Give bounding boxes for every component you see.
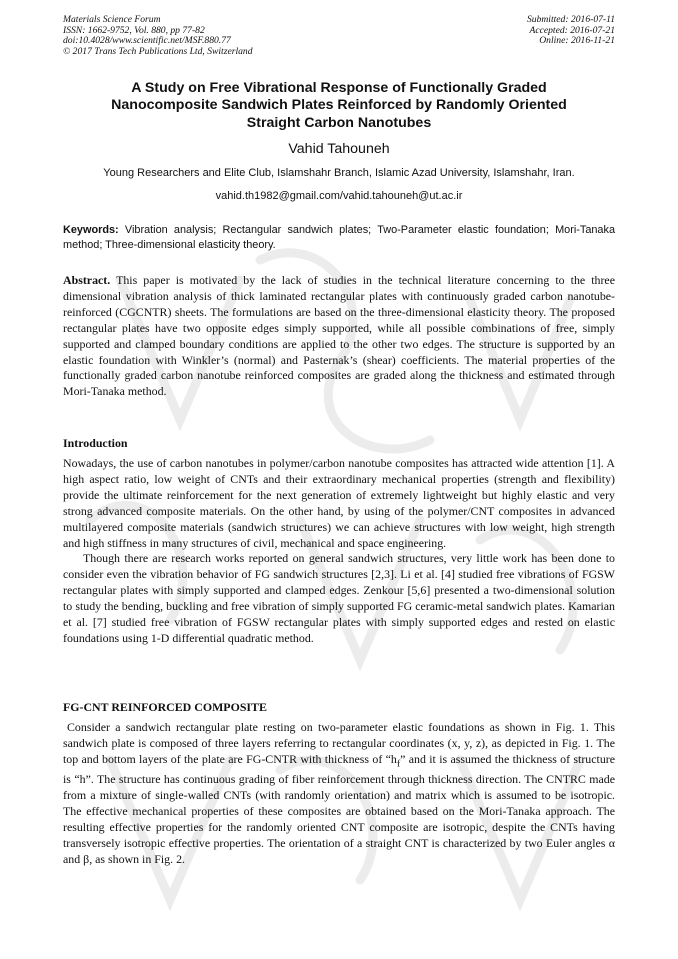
journal-name: Materials Science Forum	[63, 14, 161, 25]
journal-header	[63, 15, 253, 57]
fgcnt-heading: FG-CNT REINFORCED COMPOSITE	[63, 700, 267, 714]
introduction-heading: Introduction	[63, 436, 128, 450]
paragraph	[63, 720, 615, 868]
online-date: Online: 2016-11-21	[539, 35, 615, 47]
issn: ISSN: 1662-9752, Vol. 880, pp 77-82	[63, 24, 205, 36]
fgcnt-text-a: Consider a sandwich rectangular plate resting on two-parameter elastic foundations as shown in Fig. 1. This sandwich plate is composed of three layers referring to rectangular coordinates (x, y, z), as depicted in Fig. 1. The top and bottom layers of the plate are FG-CNTR with thickness of “h	[63, 720, 615, 766]
publication-dates	[527, 15, 615, 47]
fgcnt-text-b: ” and it is assumed the thickness of structure is “h”. The structure has continuous grading of fiber reinforcement through thickness direction. The CNTRC made from a mixture of single-walled CNTs (with randomly orientation) and matrix which is assumed to be isotropic. The effective mechanical properties of these composites are obtained based on the Mori-Tanaka approach. The resulting effective properties for the randomly oriented CNT composite are isotropic, despite the CNTs having transversely isotropic effective properties. The orientation of a straight CNT is characterized by two Euler angles α and β, as shown in Fig. 2.	[63, 751, 615, 866]
doi: doi:10.4028/www.scientific.net/MSF.880.77	[63, 35, 231, 47]
author-name: Vahid Tahouneh	[288, 141, 390, 157]
introduction-body	[63, 456, 615, 647]
copyright: © 2017 Trans Tech Publications Ltd, Switzerland	[63, 45, 253, 57]
title-line: Straight Carbon Nanotubes	[246, 114, 432, 131]
paragraph: Though there are research works reported on general sandwich structures, very little work has been done to consider even the vibration behavior of FG sandwich structures [2,3]. Li et al. [4] studied free vibrations of FGSW rectangular plates with simply supported and clamped edges. Zenkour [5,6] presented a two-dimensional solution to study the bending, buckling and free vibration of simply supported FG ceramic-metal sandwich plates. Kamarian et al. [7] studied free vibration of FGSW rectangular plates with simply supported edges and rested on elastic foundations using 1-D differential quadratic method.	[63, 551, 615, 645]
paragraph: Nowadays, the use of carbon nanotubes in polymer/carbon nanotube composites has attracted wide attention [1]. A high aspect ratio, low weight of CNTs and their extraordinary mechanical properties (strength and flexibility) provide the ultimate reinforcement for the next generation of extremely lightweight but highly elastic and very strong advanced composite materials. On the other hand, by using of the polymer/CNT composites in advanced multilayered composite materials (sandwich structures) we can achieve structures with low weight, high strength and high stiffness in many structures of civil, mechanical and space engineering.	[63, 456, 615, 550]
submitted-date: Submitted: 2016-07-11	[526, 14, 615, 25]
paper-title	[63, 80, 615, 132]
author-email: vahid.th1982@gmail.com/vahid.tahouneh@ut.ac.ir	[215, 190, 463, 202]
title-line: A Study on Free Vibrational Response of Functionally Graded	[131, 80, 547, 96]
abstract-text: This paper is motivated by the lack of studies in the technical literature concerning to the three dimensional vibration analysis of thick laminated rectangular plates with continuously graded carbon nanotube-reinforced (CGCNTR) sheets. The formulations are based on the three-dimensional elasticity theory. The proposed rectangular plates have two opposite edges simply supported, while all possible combinations of free, simply supported and clamped boundary conditions are applied to the other two edges. The structure is supported by an elastic foundation with Winkler’s (normal) and Pasternak’s (shear) coefficients. The material properties of the functionally graded carbon nanotube reinforced composites are graded along the thickness and estimated through Mori-Tanaka method.	[63, 273, 615, 399]
accepted-date: Accepted: 2016-07-21	[529, 24, 615, 36]
author-affiliation: Young Researchers and Elite Club, Islamshahr Branch, Islamic Azad University, Islamshahr, Iran.	[103, 167, 575, 179]
abstract	[63, 273, 615, 400]
keywords-label: Keywords:	[63, 224, 119, 236]
keywords-text: Vibration analysis; Rectangular sandwich plates; Two-Parameter elastic foundation; Mori-Tanaka method; Three-dimensional elasticity theory.	[63, 224, 615, 251]
fgcnt-body	[63, 720, 615, 868]
abstract-label: Abstract.	[63, 273, 111, 287]
thickness-subscript: f	[396, 758, 401, 770]
keywords	[63, 223, 615, 253]
title-line: Nanocomposite Sandwich Plates Reinforced by Randomly Oriented	[111, 97, 567, 114]
